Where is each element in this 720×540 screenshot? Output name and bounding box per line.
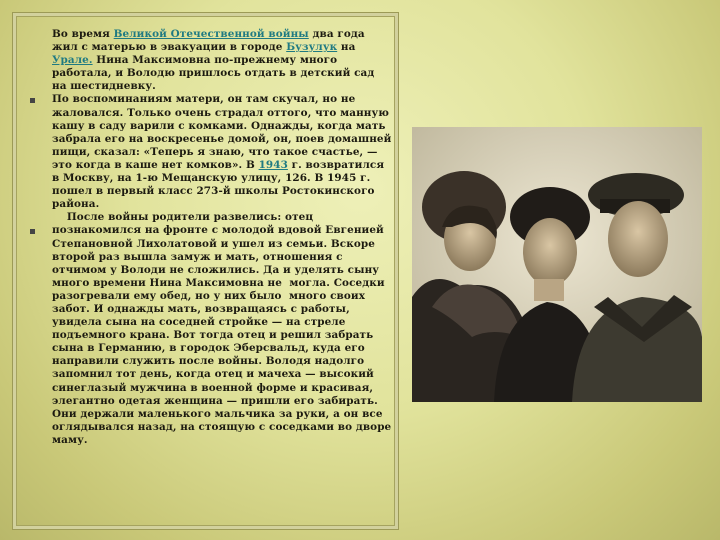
link-ural[interactable]: Урале. bbox=[52, 54, 93, 67]
link-1943[interactable]: 1943 bbox=[258, 158, 288, 171]
link-great-patriotic-war[interactable]: Великой Отечественной войны bbox=[113, 28, 309, 40]
paragraph-2: По воспоминаниям матери, он там скучал, но не жаловался. Только очень страдал оттого, что манную кашу в саду варили с комками. Однажды, когда мать забрала его на воскресенье домой, он, поев домашней пищи, сказал: «Теперь я знаю, что такое счастье, — это когда в каше нет комков». В 1943 г. возвратился в Москву, на 1-ю Мещанскую улицу, 126. В 1945 г. пошел в первый класс 273-й школы Ростокинского района. bbox=[52, 93, 392, 211]
bullet-marker bbox=[30, 229, 35, 234]
text-block bbox=[52, 28, 395, 447]
link-buzuluk[interactable]: Бузулук bbox=[286, 41, 338, 54]
family-photo bbox=[412, 127, 702, 402]
bullet-marker bbox=[30, 98, 35, 103]
paragraph-3: После войны родители развелись: отец познакомился на фронте с молодой вдовой Евгенией Степановной Лихолатовой и ушел из семьи. Вскоре второй раз вышла замуж и мать, отношения с отчимом у Володи не сложились. Да и уделять сыну много времени Нина Максимовна не могла. Соседки разогревали ему обед, но у них было много своих забот. И однажды мать, возвращаясь с работы, увидела сына на соседней стройке — на стреле подъемного крана. Вот тогда отец и решил забрать сына в Германию, в городок Эберсвальд, куда его направили служить после войны. Володя надолго запомнил тот день, когда отец и мачеха — высокий синеглазый мужчина в военной форме и красивая, элегантно одетая женщина — пришли его забирать. Они держали маленького мальчика за руки, а он все оглядывался назад, на стоящую с соседками во дворе маму. bbox=[52, 211, 395, 446]
paragraph-1: Во время Великой Отечественной войны два года жил с матерью в эвакуации в городе Бузулук на Урале. Нина Максимовна по-прежнему много работала, и Володю пришлось отдать в детский сад на шестидневку. bbox=[52, 28, 375, 93]
